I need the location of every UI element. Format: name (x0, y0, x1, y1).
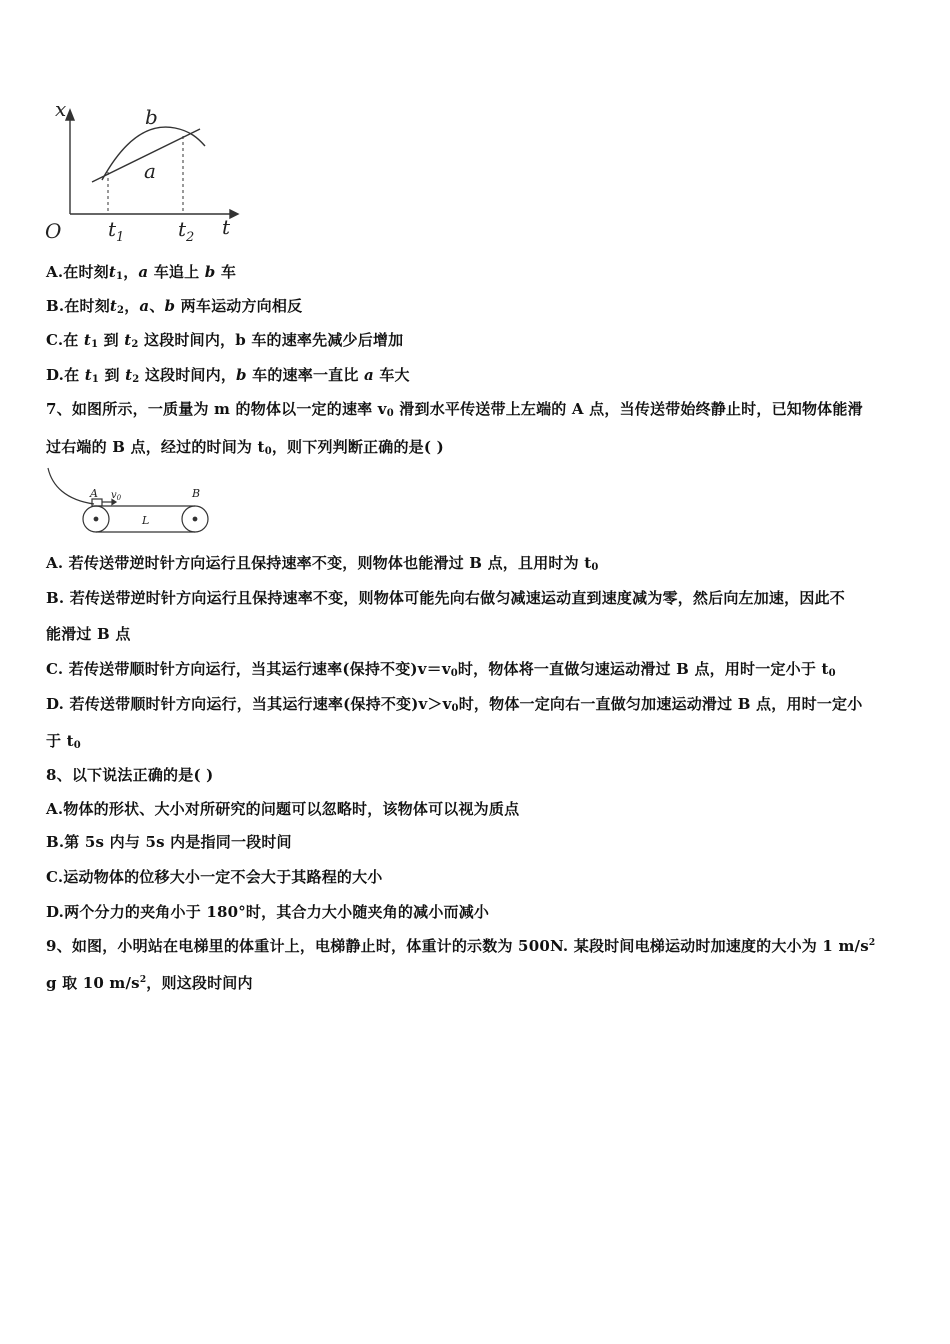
label-t: t (222, 215, 231, 239)
q8-option-b: B.第 5s 内与 5s 内是指同一段时间 (46, 833, 292, 851)
label-A: A (90, 487, 98, 500)
label-t1: $t_1$ (108, 217, 125, 245)
y-axis-arrow (66, 110, 74, 120)
label-origin: O (45, 219, 62, 243)
label-x: x (55, 98, 67, 121)
q7-option-c: C. 若传送带顺时针方向运行，当其运行速率(保持不变)$v=v_0$时，物体将一直做匀速运动滑过 B 点，用时一定小于 $t_0$ (46, 660, 836, 679)
q6-option-a: A.在时刻$t_1$，a 车追上 b 车 (46, 263, 237, 282)
x-axis-arrow (230, 210, 238, 218)
xt-graph-figure (40, 98, 250, 248)
slope-curve (48, 468, 94, 504)
q7-option-d-line2: 于 $t_0$ (46, 732, 81, 751)
q7-stem-line1: 7、如图所示，一质量为 m 的物体以一定的速率 $v_0$ 滑到水平传送带上左端的 A 点，当传送带始终静止时，已知物体能滑 (46, 400, 863, 419)
q8-option-a: A.物体的形状、大小对所研究的问题可以忽略时，该物体可以视为质点 (46, 800, 520, 818)
q6-option-d: D.在 $t_1$ 到 $t_2$ 这段时间内，b 车的速率一直比 a 车大 (46, 366, 410, 385)
q7-stem-line2: 过右端的 B 点，经过的时间为 $t_0$，则下列判断正确的是( ) (46, 438, 444, 457)
label-a: a (144, 159, 156, 183)
label-t2: $t_2$ (178, 217, 195, 245)
label-L: L (142, 514, 150, 527)
q7-option-b-line1: B. 若传送带逆时针方向运行且保持速率不变，则物体可能先向右做匀减速运动直到速度减为零，然后向左加速，因此不 (46, 589, 845, 607)
label-v0: $v_0$ (111, 490, 122, 502)
right-pulley-hub (193, 517, 197, 521)
q9-stem-line1: 9、如图，小明站在电梯里的体重计上，电梯静止时，体重计的示数为 500N. 某段时间电梯运动时加速度的大小为 1 $m/s^2$ (46, 937, 876, 955)
left-pulley-hub (94, 517, 98, 521)
q7-option-d-line1: D. 若传送带顺时针方向运行，当其运行速率(保持不变)$v>v_0$时，物体一定向右一直做匀加速运动滑过 B 点，用时一定小 (46, 695, 863, 714)
q6-option-b: B.在时刻$t_2$，a、b 两车运动方向相反 (46, 297, 303, 316)
q6-option-c: C.在 $t_1$ 到 $t_2$ 这段时间内，b 车的速率先减少后增加 (46, 331, 404, 350)
q7-option-a: A. 若传送带逆时针方向运行且保持速率不变，则物体也能滑过 B 点，且用时为 $t_0$ (46, 554, 599, 573)
q8-option-d: D.两个分力的夹角小于 180°时，其合力大小随夹角的减小而减小 (46, 903, 490, 921)
q8-stem: 8、以下说法正确的是( ) (46, 766, 214, 784)
conveyor-belt-figure (44, 464, 214, 540)
label-b: b (145, 105, 158, 129)
block-a (92, 499, 102, 506)
q8-option-c: C.运动物体的位移大小一定不会大于其路程的大小 (46, 868, 383, 886)
q9-stem-line2: g 取 10 $m/s^2$，则这段时间内 (46, 974, 253, 992)
label-B: B (192, 487, 201, 500)
q7-option-b-line2: 能滑过 B 点 (46, 625, 131, 643)
